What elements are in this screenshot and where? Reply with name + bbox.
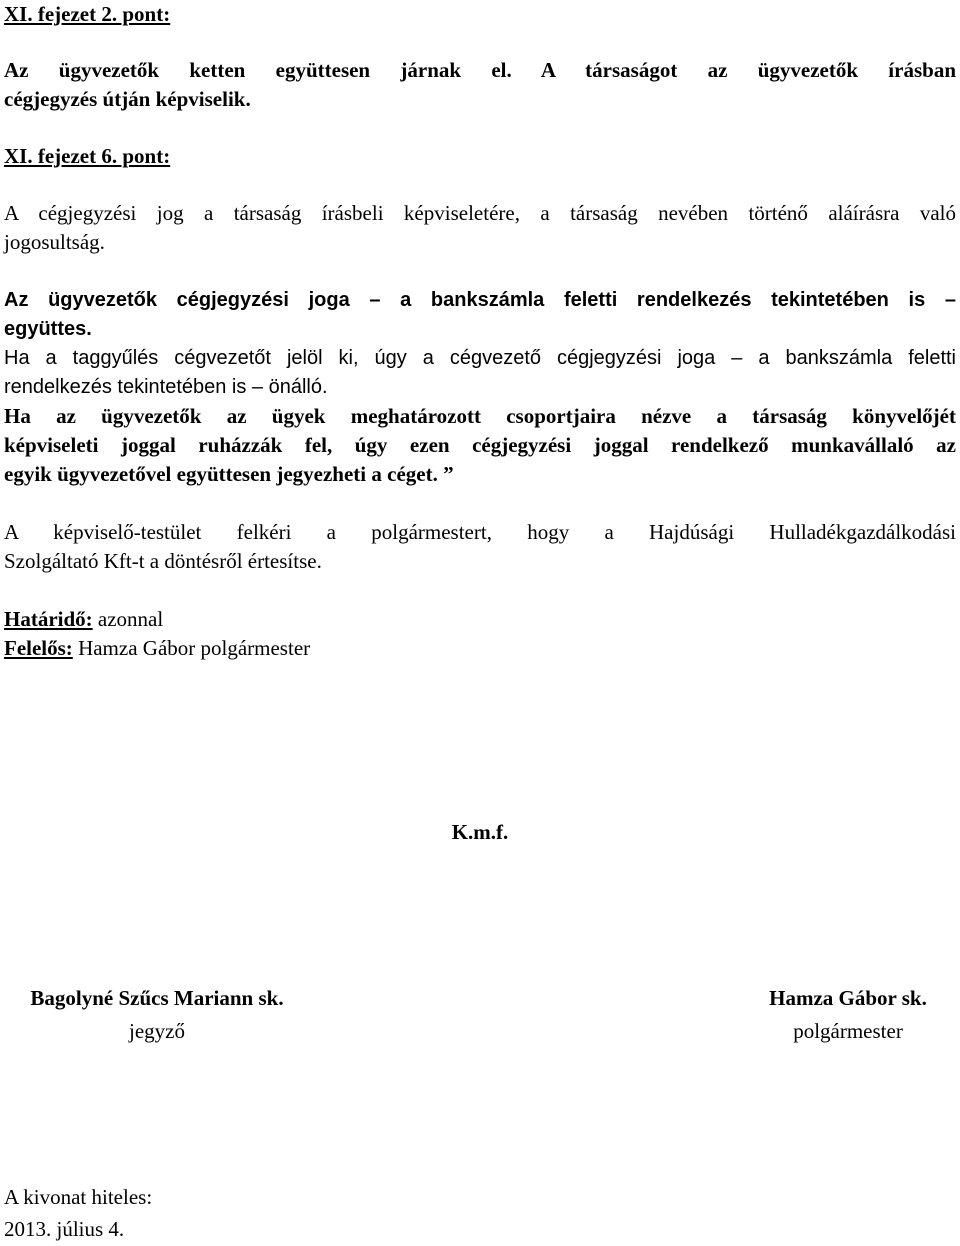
sans-paragraph [4,344,956,402]
section2-paragraph [4,199,956,257]
decision-line1: A képviselő-testület felkéri a polgármestert, hogy a Hajdúsági Hulladékgazdálkodási [4,520,956,544]
decision-paragraph [4,518,956,576]
signature-left [4,984,310,1046]
bold-paragraph-2 [4,402,956,489]
footer-label: A kivonat hiteles: [4,1185,153,1209]
sans-paragraph-line1: Ha a taggyűlés cégvezetőt jelöl ki, úgy a cégvezető cégjegyzési joga – a bankszámla feletti [4,347,956,369]
footer-date: 2013. július 4. [4,1217,125,1241]
signature-right-name: Hamza Gábor sk. [769,986,927,1010]
bold-paragraph-1-line2: együttes. [4,318,92,340]
responsible-value: Hamza Gábor polgármester [72,636,311,660]
bold-paragraph-2-line3: egyik ügyvezetővel együttesen jegyezheti a céget. ” [4,462,454,486]
signature-left-name: Bagolyné Szűcs Mariann sk. [30,986,284,1010]
signature-right-title: polgármester [793,1019,903,1043]
section2-heading: XI. fejezet 6. pont: [4,144,171,168]
deadline-label: Határidő: [4,607,93,631]
signature-left-title: jegyző [129,1019,185,1043]
bold-paragraph-2-line1: Ha az ügyvezetők az ügyek meghatározott csoportjaira nézve a társaság könyvelőjét [4,404,956,428]
deadline-value: azonnal [92,607,164,631]
section1-paragraph [4,56,956,114]
section1-line1: Az ügyvezetők ketten együttesen járnak el. A társaságot az ügyvezetők írásban [4,58,956,82]
bold-paragraph-2-line2: képviseleti joggal ruházzák fel, úgy ezen cégjegyzési joggal rendelkező munkavállaló az [4,433,956,457]
decision-line2: Szolgáltató Kft-t a döntésről értesítse. [4,549,322,573]
kmf-label: K.m.f. [451,820,509,844]
signature-right [750,984,946,1046]
section2-line1: A cégjegyzési jog a társaság írásbeli képviseletére, a társaság nevében történő aláírásra való [4,201,956,225]
responsible-line [4,634,956,663]
deadline-line [4,605,956,634]
section2-line2: jogosultság. [4,230,105,254]
section1-heading: XI. fejezet 2. pont: [4,2,171,26]
responsible-label: Felelős: [4,636,73,660]
sans-paragraph-line2: rendelkezés tekintetében is – önálló. [4,376,328,398]
bold-paragraph-1 [4,286,956,344]
section1-line2: cégjegyzés útján képviselik. [4,87,251,111]
bold-paragraph-1-line1: Az ügyvezetők cégjegyzési joga – a bankszámla feletti rendelkezés tekintetében is – [4,289,956,311]
